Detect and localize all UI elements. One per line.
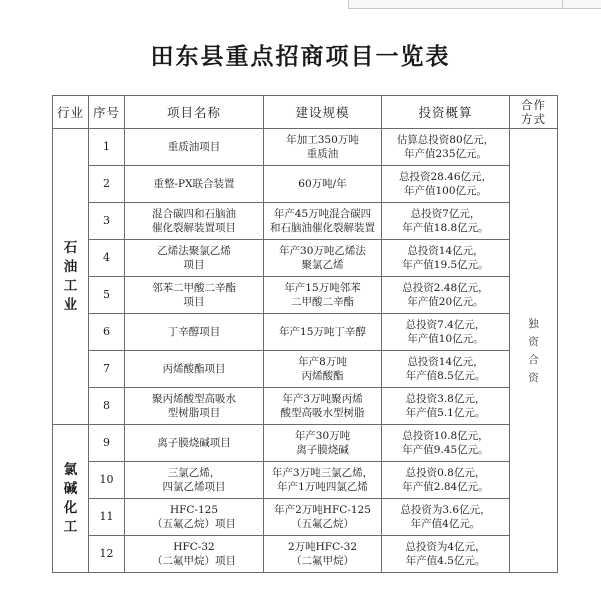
name-cell: 混合碳四和石脑油 催化裂解装置项目 [125, 203, 264, 240]
table-row [53, 240, 558, 277]
scale-cell: 年产2万吨HFC-125 （五氟乙烷） [264, 499, 382, 536]
seq-cell: 3 [89, 203, 125, 240]
name-cell: 邻苯二甲酸二辛酯 项目 [125, 277, 264, 314]
industry-cell-chlor-alkali: 氯 碱 化 工 [53, 425, 89, 573]
investment-cell: 总投资为4亿元， 年产值4.5亿元。 [382, 536, 510, 573]
scale-cell: 年产8万吨 丙烯酸酯 [264, 351, 382, 388]
table-row [53, 203, 558, 240]
name-cell: 乙烯法聚氯乙烯 项目 [125, 240, 264, 277]
table-row [53, 129, 558, 166]
header-investment: 投资概算 [382, 96, 510, 129]
seq-cell: 6 [89, 314, 125, 351]
scale-cell: 年产30万吨乙烯法 聚氯乙烯 [264, 240, 382, 277]
industry-cell-petroleum: 石 油 工 业 [53, 129, 89, 425]
table-row [53, 536, 558, 573]
table-row [53, 425, 558, 462]
scale-cell: 年产45万吨混合碳四 和石脑油催化裂解装置 [264, 203, 382, 240]
table-row [53, 314, 558, 351]
projects-table [52, 95, 558, 573]
seq-cell: 10 [89, 462, 125, 499]
investment-cell: 总投资2.48亿元， 年产值20亿元。 [382, 277, 510, 314]
scale-cell: 年产15万吨丁辛醇 [264, 314, 382, 351]
name-cell: 三氯乙烯， 四氯乙烯项目 [125, 462, 264, 499]
header-name: 项目名称 [125, 96, 264, 129]
header-coop: 合作 方式 [510, 96, 558, 129]
header-industry: 行业 [53, 96, 89, 129]
window-frame-strip [348, 0, 601, 9]
investment-cell: 总投资7.4亿元， 年产值10亿元。 [382, 314, 510, 351]
scale-cell: 年产15万吨邻苯 二甲酸二辛酯 [264, 277, 382, 314]
seq-cell: 1 [89, 129, 125, 166]
name-cell: 离子膜烧碱项目 [125, 425, 264, 462]
scale-cell: 年产3万吨三氯乙烯， 年产1万吨四氯乙烯 [264, 462, 382, 499]
investment-cell: 总投资7亿元， 年产值18.8亿元。 [382, 203, 510, 240]
document-title: 田东县重点招商项目一览表 [150, 43, 451, 70]
name-cell: 重整-PX联合装置 [125, 166, 264, 203]
header-seq: 序号 [89, 96, 125, 129]
investment-cell: 总投资3.8亿元， 年产值5.1亿元。 [382, 388, 510, 425]
header-row [53, 96, 558, 129]
seq-cell: 5 [89, 277, 125, 314]
table-row [53, 462, 558, 499]
seq-cell: 2 [89, 166, 125, 203]
seq-cell: 9 [89, 425, 125, 462]
name-cell: 丙烯酸酯项目 [125, 351, 264, 388]
investment-cell: 总投资为3.6亿元， 年产值4亿元。 [382, 499, 510, 536]
coop-cell: 独 资 合 资 [510, 129, 558, 573]
table-row [53, 351, 558, 388]
table-row [53, 277, 558, 314]
seq-cell: 7 [89, 351, 125, 388]
seq-cell: 8 [89, 388, 125, 425]
investment-cell: 总投资0.8亿元， 年产值2.84亿元。 [382, 462, 510, 499]
name-cell: 重质油项目 [125, 129, 264, 166]
name-cell: HFC-32 （二氟甲烷）项目 [125, 536, 264, 573]
seq-cell: 11 [89, 499, 125, 536]
table-row [53, 166, 558, 203]
scale-cell: 年加工350万吨 重质油 [264, 129, 382, 166]
header-scale: 建设规模 [264, 96, 382, 129]
scale-cell: 年产30万吨 离子膜烧碱 [264, 425, 382, 462]
scale-cell: 年产3万吨聚丙烯 酸型高吸水型树脂 [264, 388, 382, 425]
investment-cell: 估算总投资80亿元， 年产值235亿元。 [382, 129, 510, 166]
investment-cell: 总投资28.46亿元， 年产值100亿元。 [382, 166, 510, 203]
name-cell: 丁辛醇项目 [125, 314, 264, 351]
investment-cell: 总投资14亿元， 年产值8.5亿元。 [382, 351, 510, 388]
scale-cell: 60万吨/年 [264, 166, 382, 203]
investment-cell: 总投资14亿元， 年产值19.5亿元。 [382, 240, 510, 277]
table-row [53, 388, 558, 425]
seq-cell: 4 [89, 240, 125, 277]
window-frame-divider [562, 0, 563, 8]
name-cell: HFC-125 （五氟乙烷）项目 [125, 499, 264, 536]
scale-cell: 2万吨HFC-32 （二氟甲烷） [264, 536, 382, 573]
investment-cell: 总投资10.8亿元， 年产值9.45亿元。 [382, 425, 510, 462]
table-row [53, 499, 558, 536]
name-cell: 聚丙烯酸型高吸水 型树脂项目 [125, 388, 264, 425]
seq-cell: 12 [89, 536, 125, 573]
